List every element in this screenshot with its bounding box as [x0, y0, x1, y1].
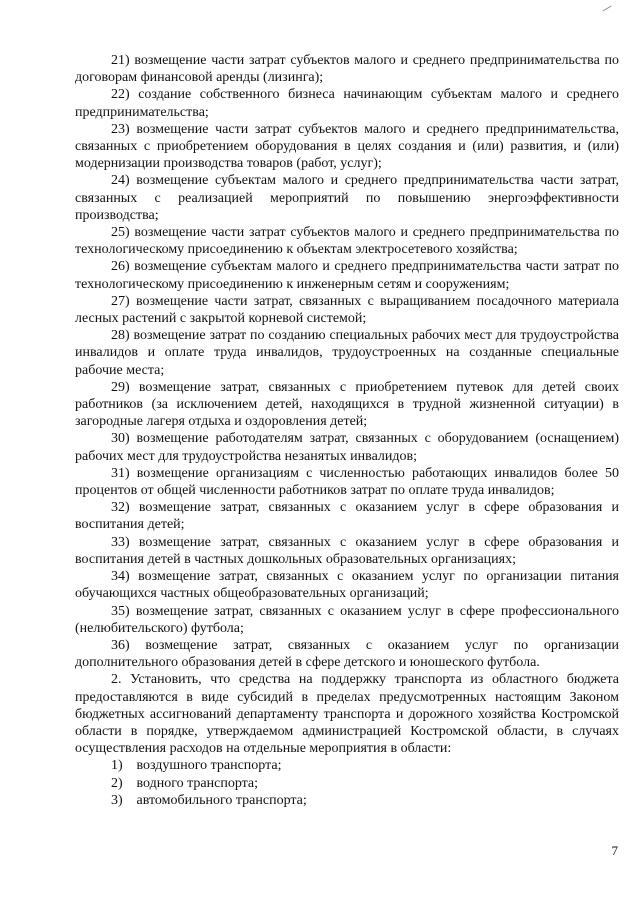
transport-item-text: водного транспорта;: [136, 775, 259, 791]
list-paragraph: 36) возмещение затрат, связанных с оказанием услуг по организации дополнительного образования детей в сфере детского и юношеского футбола.: [75, 637, 619, 671]
transport-item-text: автомобильного транспорта;: [136, 792, 307, 808]
list-paragraph: 22) создание собственного бизнеса начинающим субъектам малого и среднего предпринимательства;: [75, 87, 619, 120]
list-paragraph: 28) возмещение затрат по созданию специальных рабочих мест для трудоустройства инвалидов и оплате труда инвалидов, трудоустроенных на созданные специальные рабочие места;: [75, 328, 619, 378]
list-paragraph: 24) возмещение субъектам малого и среднего предпринимательства части затрат, связанных с реализацией мероприятий по повышению энергоэффективности производства;: [75, 173, 619, 223]
list-paragraph: 26) возмещение субъектам малого и среднего предпринимательства части затрат по технологическому присоединению к инженерным сетям и сооружениям;: [75, 259, 619, 292]
list-paragraph: 23) возмещение части затрат субъектов малого и среднего предпринимательства, связанных с приобретением оборудования в целях создания и (или) развития, и (или) модернизации производства товаров (работ, услуг);: [75, 121, 619, 172]
transport-item: [75, 757, 619, 774]
list-paragraph: 21) возмещение части затрат субъектов малого и среднего предпринимательства по договорам финансовой аренды (лизинга);: [75, 53, 619, 86]
list-paragraph: 32) возмещение затрат, связанных с оказанием услуг в сфере образования и воспитания детей;: [75, 500, 619, 533]
transport-item: [75, 775, 619, 792]
list-paragraph: 27) возмещение части затрат, связанных с выращиванием посадочного материала лесных растений с закрытой корневой системой;: [75, 293, 619, 327]
list-paragraph: 35) возмещение затрат, связанных с оказанием услуг в сфере профессионального (нелюбительского) футбола;: [75, 603, 619, 636]
list-paragraph: 29) возмещение затрат, связанных с приобретением путевок для детей своих работников (за исключением детей, находящихся в трудной жизненной ситуации) в загородные лагеря отдыха и оздоровления детей;: [75, 379, 619, 430]
list-paragraph: 2. Установить, что средства на поддержку транспорта из областного бюджета предоставляются в виде субсидий в пределах предусмотренных настоящим Законом бюджетных ассигнований департаменту транспорта и дорожного хозяйства Костромской области в порядке, утверждаемом администрацией Костромской области, в случаях осуществления расходов на отдельные мероприятия в области:: [75, 672, 619, 757]
document-page: [75, 52, 619, 809]
paragraph-list: [75, 52, 619, 757]
list-paragraph: 25) возмещение части затрат субъектов малого и среднего предпринимательства по технологическому присоединению к объектам электросетевого хозяйства;: [75, 225, 619, 258]
transport-item: [75, 792, 619, 809]
transport-item-number: 3): [111, 792, 123, 808]
list-paragraph: 34) возмещение затрат, связанных с оказанием услуг по организации питания обучающихся частных общеобразовательных организаций;: [75, 569, 619, 602]
transport-item-number: 2): [111, 775, 123, 791]
list-paragraph: 30) возмещение работодателям затрат, связанных с оборудованием (оснащением) рабочих мест для трудоустройства незанятых инвалидов;: [75, 431, 619, 464]
list-paragraph: 31) возмещение организациям с численностью работающих инвалидов более 50 процентов от общей численности работников затрат по оплате труда инвалидов;: [75, 465, 619, 499]
transport-list: [75, 757, 619, 809]
transport-item-number: 1): [111, 758, 123, 774]
scan-mark: [602, 6, 611, 12]
page-number: 7: [611, 843, 618, 858]
transport-item-text: воздушного транспорта;: [136, 758, 282, 774]
list-paragraph: 33) возмещение затрат, связанных с оказанием услуг в сфере образования и воспитания детей в частных дошкольных образовательных организациях;: [75, 534, 619, 567]
